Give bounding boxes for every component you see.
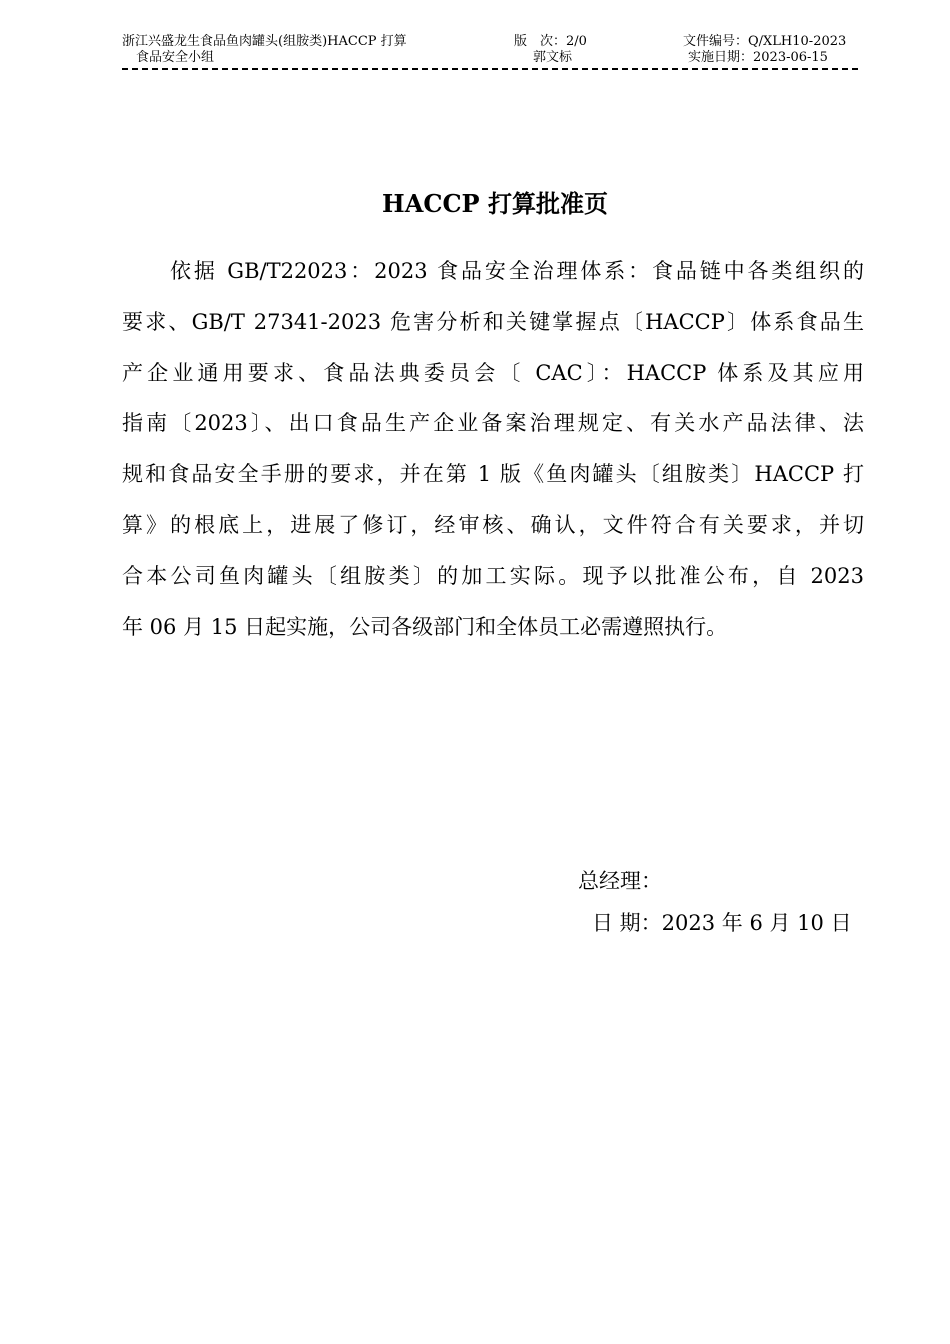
- paragraph-line: 算》的根底上，进展了修订，经审核、确认，文件符合有关要求，并切: [122, 512, 864, 537]
- page-header: [122, 34, 858, 70]
- header-group-name: 食品安全小组: [136, 50, 215, 65]
- paragraph-line: 规和食品安全手册的要求，并在第 1 版《鱼肉罐头〔组胺类〕HACCP 打: [122, 462, 864, 487]
- paragraph-line: 产企业通用要求、食品法典委员会〔 CAC〕：HACCP 体系及其应用: [122, 360, 864, 385]
- page-title: HACCP 打算批准页: [382, 189, 608, 218]
- paragraph-line: 依据 GB/T22023：2023 食品安全治理体系：食品链中各类组织的: [170, 259, 864, 283]
- paragraph-line: 合本公司鱼肉罐头〔组胺类〕的加工实际。现予以批准公布，自 2023: [122, 563, 864, 588]
- general-manager-label: 总经理：: [578, 869, 662, 893]
- header-author: 郭文标: [533, 50, 573, 65]
- approval-date: 日 期：2023 年 6 月 10 日: [592, 911, 852, 935]
- paragraph-line: 要求、GB/T 27341-2023 危害分析和关键掌握点〔HACCP〕体系食品生: [122, 309, 864, 334]
- approval-paragraph: [122, 254, 864, 660]
- header-version: 版 次：2/0: [514, 34, 587, 49]
- header-divider: [122, 68, 858, 70]
- header-document-number: 文件编号：Q/XLH10-2023: [683, 34, 847, 49]
- paragraph-line: 年 06 月 15 日起实施，公司各级部门和全体员工必需遵照执行。: [122, 614, 728, 639]
- header-implementation-date: 实施日期：2023-06-15: [688, 50, 828, 65]
- header-document-name: 浙江兴盛龙生食品鱼肉罐头(组胺类)HACCP 打算: [122, 34, 407, 49]
- paragraph-line: 指南〔2023〕、出口食品生产企业备案治理规定、有关水产品法律、法: [122, 411, 864, 436]
